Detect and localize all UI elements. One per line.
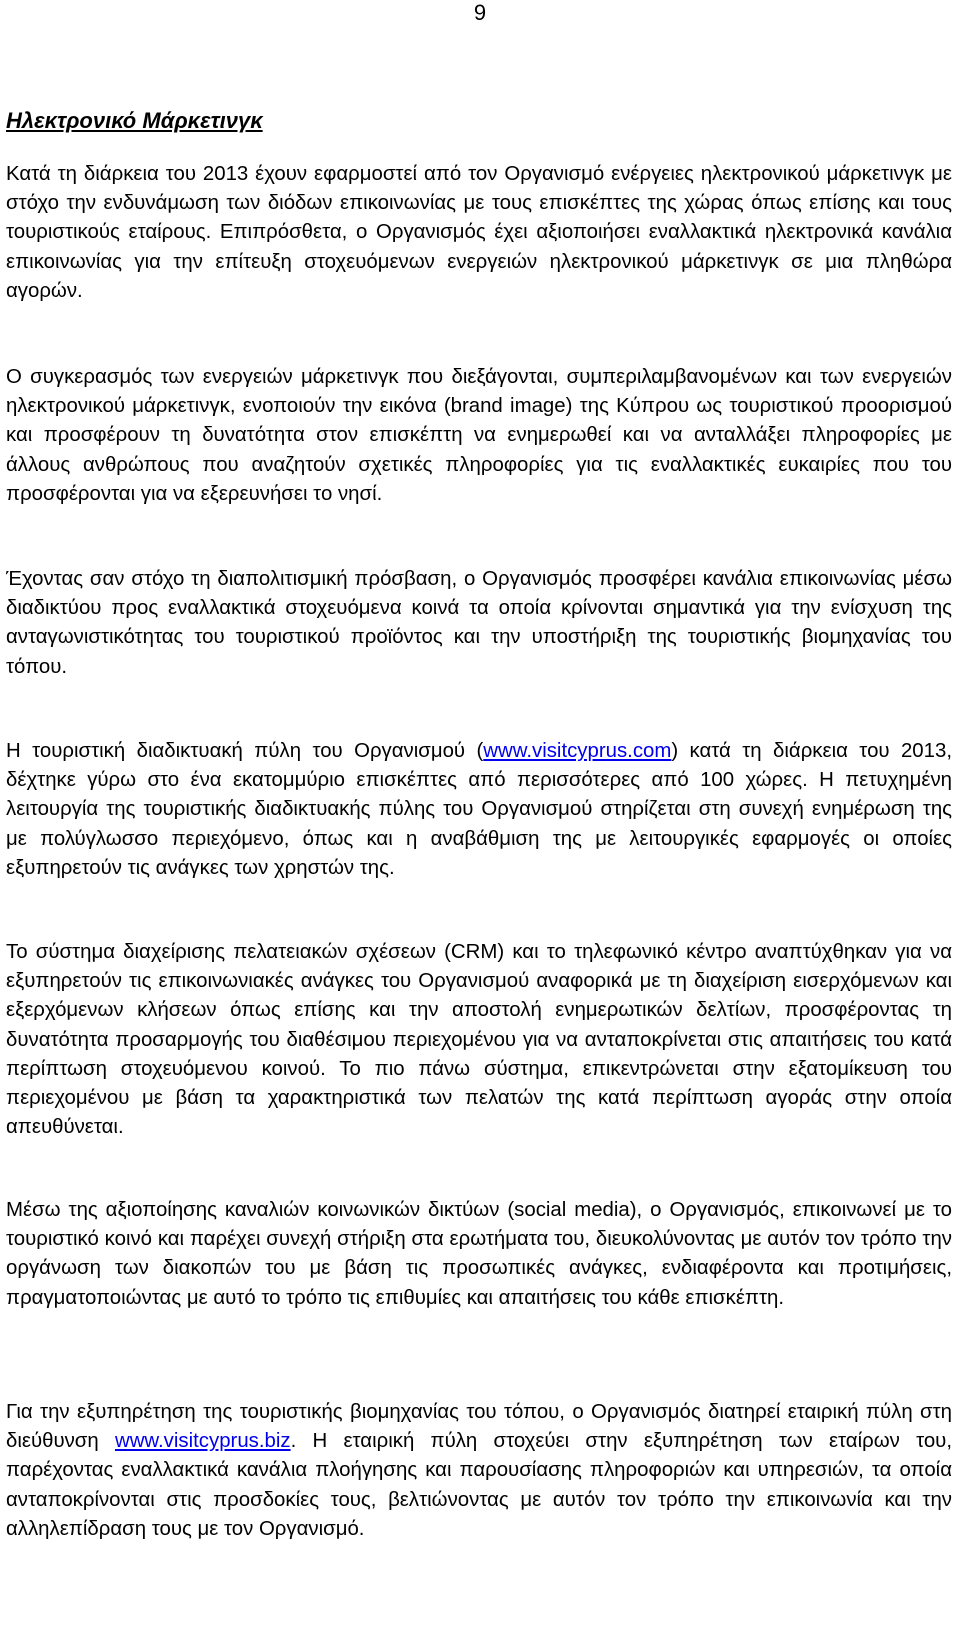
visitcyprus-com-link[interactable]: www.visitcyprus.com	[483, 740, 672, 762]
section-heading: Ηλεκτρονικό Μάρκετινγκ	[6, 108, 263, 133]
paragraph-corporate-portal-text-end: . Η εταιρική πύλη στοχεύει στην εξυπηρέτηση των εταίρων του, παρέχοντας εναλλακτικά κανάλια πλοήγησης και παρουσίασης πληροφοριών και υπηρεσιών, τα οποία ανταποκρίνονται στις προσδοκίες τους, βελτιώνοντας με αυτόν τον τρόπο την επικοινωνία και την αλληλεπίδραση τους με τον Οργανισμό.	[6, 1430, 952, 1540]
paragraph-intercultural-access: Έχοντας σαν στόχο τη διαπολιτισμική πρόσβαση, ο Οργανισμός προσφέρει κανάλια επικοινωνίας μέσω διαδικτύου προς εναλλακτικά στοχευόμενα κοινά τα οποία κρίνονται σημαντικά για την ενίσχυση της ανταγωνιστικότητας του τουριστικού προϊόντος και την υποστήριξη της τουριστικής βιομηχανίας του τόπου.	[6, 568, 952, 678]
paragraph-tourism-portal	[6, 737, 952, 883]
paragraph-intro: Κατά τη διάρκεια του 2013 έχουν εφαρμοστεί από τον Οργανισμό ενέργειες ηλεκτρονικού μάρκετινγκ με στόχο την ενδυνάμωση των διόδων επικοινωνίας με τους επισκέπτες της χώρας όπως επίσης και τους τουριστικούς εταίρους. Επιπρόσθετα, ο Οργανισμός έχει αξιοποιήσει εναλλακτικά ηλεκτρονικά κανάλια επικοινωνίας για την επίτευξη στοχευόμενων ενεργειών ηλεκτρονικού μάρκετινγκ σε μια πληθώρα αγορών.	[6, 163, 952, 302]
page-number: 9	[473, 0, 487, 25]
paragraph-corporate-portal	[6, 1398, 952, 1544]
paragraph-tourism-portal-text-start: Η τουριστική διαδικτυακή πύλη του Οργανισμού (	[6, 740, 484, 762]
visitcyprus-biz-link[interactable]: www.visitcyprus.biz	[114, 1430, 291, 1453]
paragraph-corporate-portal-text-start: Για την εξυπηρέτηση της τουριστικής βιομηχανίας του τόπου, ο Οργανισμός διατηρεί εταιρική πύλη στη διεύθυνση	[6, 1401, 952, 1453]
paragraph-tourism-portal-text-end: ) κατά τη διάρκεια του 2013, δέχτηκε γύρω στο ένα εκατομμύριο επισκέπτες από περισσότερες από 100 χώρες. Η πετυχημένη λειτουργία της τουριστικής διαδικτυακής πύλης του Οργανισμού στηρίζεται στη συνεχή ενημέρωση της με πολύγλωσσο περιεχόμενο, όπως και η αναβάθμιση της με λειτουργικές εφαρμογές οι οποίες εξυπηρετούν τις ανάγκες των χρηστών της.	[6, 740, 952, 879]
paragraph-crm-system: Το σύστημα διαχείρισης πελατειακών σχέσεων (CRM) και το τηλεφωνικό κέντρο αναπτύχθηκαν για να εξυπηρετούν τις επικοινωνιακές ανάγκες του Οργανισμού αναφορικά με τη διαχείριση εισερχόμενων και εξερχόμενων κλήσεων όπως επίσης και την αποστολή ενημερωτικών δελτίων, προσφέροντας τη δυνατότητα προσαρμογής του διαθέσιμου περιεχομένου για να ανταποκρίνεται στις απαιτήσεις του κατά περίπτωση στοχευόμενου κοινού. Το πιο πάνω σύστημα, επικεντρώνεται στην εξατομίκευση του περιεχομένου με βάση τα χαρακτηριστικά των πελατών της κατά περίπτωση αγοράς στην οποία απευθύνεται.	[6, 941, 952, 1139]
paragraph-social-media: Μέσω της αξιοποίησης καναλιών κοινωνικών δικτύων (social media), ο Οργανισμός, επικοινωνεί με το τουριστικό κοινό και παρέχει συνεχή στήριξη στα ερωτήματα του, διευκολύνοντας με αυτόν τον τρόπο την οργάνωση των διακοπών του με βάση τις προσωπικές ανάγκες, ενδιαφέροντα και προτιμήσεις, πραγματοποιώντας με αυτό το τρόπο τις επιθυμίες και απαιτήσεις του κάθε επισκέπτη.	[6, 1199, 952, 1309]
paragraph-brand-image: Ο συγκερασμός των ενεργειών μάρκετινγκ που διεξάγονται, συμπεριλαμβανομένων και των ενεργειών ηλεκτρονικού μάρκετινγκ, ενοποιούν την εικόνα (brand image) της Κύπρου ως τουριστικού προορισμού και προσφέρουν τη δυνατότητα στον επισκέπτη να ενημερωθεί και να ανταλλάξει πληροφορίες με άλλους ανθρώπους που αναζητούν σχετικές πληροφορίες για τις εναλλακτικές ευκαιρίες που του προσφέρονται για να εξερευνήσει το νησί.	[6, 366, 952, 505]
